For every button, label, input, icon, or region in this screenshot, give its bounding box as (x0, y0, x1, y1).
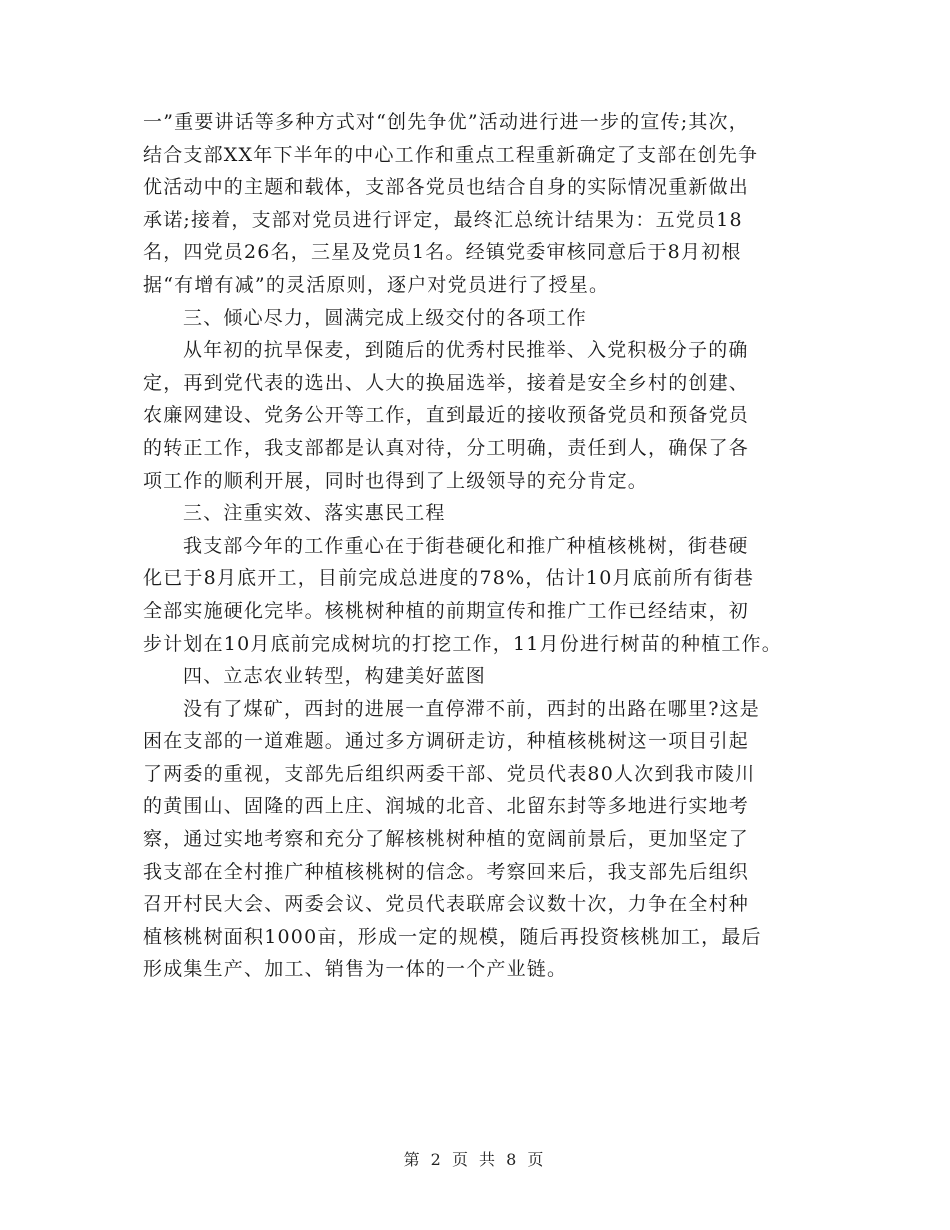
text-line: 优活动中的主题和载体，支部各党员也结合自身的实际情况重新做出 (143, 176, 750, 199)
text-line: 化已于8月底开工，目前完成总进度的78%，估计10月底前所有街巷 (143, 567, 754, 590)
text-line: 据“有增有减”的灵活原则，逐户对党员进行了授星。 (143, 273, 610, 296)
text-line: 三、注重实效、落实惠民工程 (183, 502, 446, 525)
text-line: 全部实施硬化完毕。核桃树种植的前期宣传和推广工作已经结束，初 (143, 599, 750, 622)
text-line: 四、立志农业转型，构建美好蓝图 (183, 665, 487, 688)
text-line: 定，再到党代表的选出、人大的换届选举，接着是安全乡村的创建、 (143, 371, 750, 394)
text-line: 步计划在10月底前完成树坑的打挖工作，11月份进行树苗的种植工作。 (143, 632, 782, 655)
text-line: 三、倾心尽力，圆满完成上级交付的各项工作 (183, 306, 588, 329)
document-body (143, 106, 823, 986)
text-line: 植核桃树面积1000亩，形成一定的规模，随后再投资核桃加工，最后 (143, 925, 762, 948)
text-line: 名，四党员26名，三星及党员1名。经镇党委审核同意后于8月初根 (143, 241, 742, 264)
text-line: 承诺;接着，支部对党员进行评定，最终汇总统计结果为：五党员18 (143, 208, 743, 231)
text-line: 从年初的抗旱保麦，到随后的优秀村民推举、入党积极分子的确 (183, 339, 749, 362)
text-line: 召开村民大会、两委会议、党员代表联席会议数十次，力争在全村种 (143, 893, 750, 916)
page-number-footer: 第 2 页 共 8 页 (403, 1150, 547, 1169)
text-line: 我支部今年的工作重心在于街巷硬化和推广种植核桃树，街巷硬 (183, 534, 749, 557)
text-line: 一”重要讲话等多种方式对“创先争优”活动进行进一步的宣传;其次， (143, 111, 749, 133)
text-line: 察，通过实地考察和充分了解核桃树种植的宽阔前景后，更加坚定了 (143, 828, 750, 851)
text-line: 的转正工作，我支部都是认真对待，分工明确，责任到人，确保了各 (143, 436, 750, 459)
text-line: 困在支部的一道难题。通过多方调研走访，种植核桃树这一项目引起 (143, 730, 750, 753)
text-line: 没有了煤矿，西封的进展一直停滞不前，西封的出路在哪里?这是 (183, 697, 760, 720)
text-line: 农廉网建设、党务公开等工作，直到最近的接收预备党员和预备党员 (143, 404, 750, 427)
text-line: 项工作的顺利开展，同时也得到了上级领导的充分肯定。 (143, 469, 649, 492)
text-line: 的黄围山、固隆的西上庄、润城的北音、北留东封等多地进行实地考 (143, 795, 750, 818)
text-line: 了两委的重视，支部先后组织两委干部、党员代表80人次到我市陵川 (143, 762, 756, 785)
text-line: 形成集生产、加工、销售为一体的一个产业链。 (143, 958, 568, 981)
text-line: 我支部在全村推广种植核桃树的信念。考察回来后，我支部先后组织 (143, 860, 750, 883)
text-line: 结合支部XX年下半年的中心工作和重点工程重新确定了支部在创先争 (143, 143, 759, 166)
